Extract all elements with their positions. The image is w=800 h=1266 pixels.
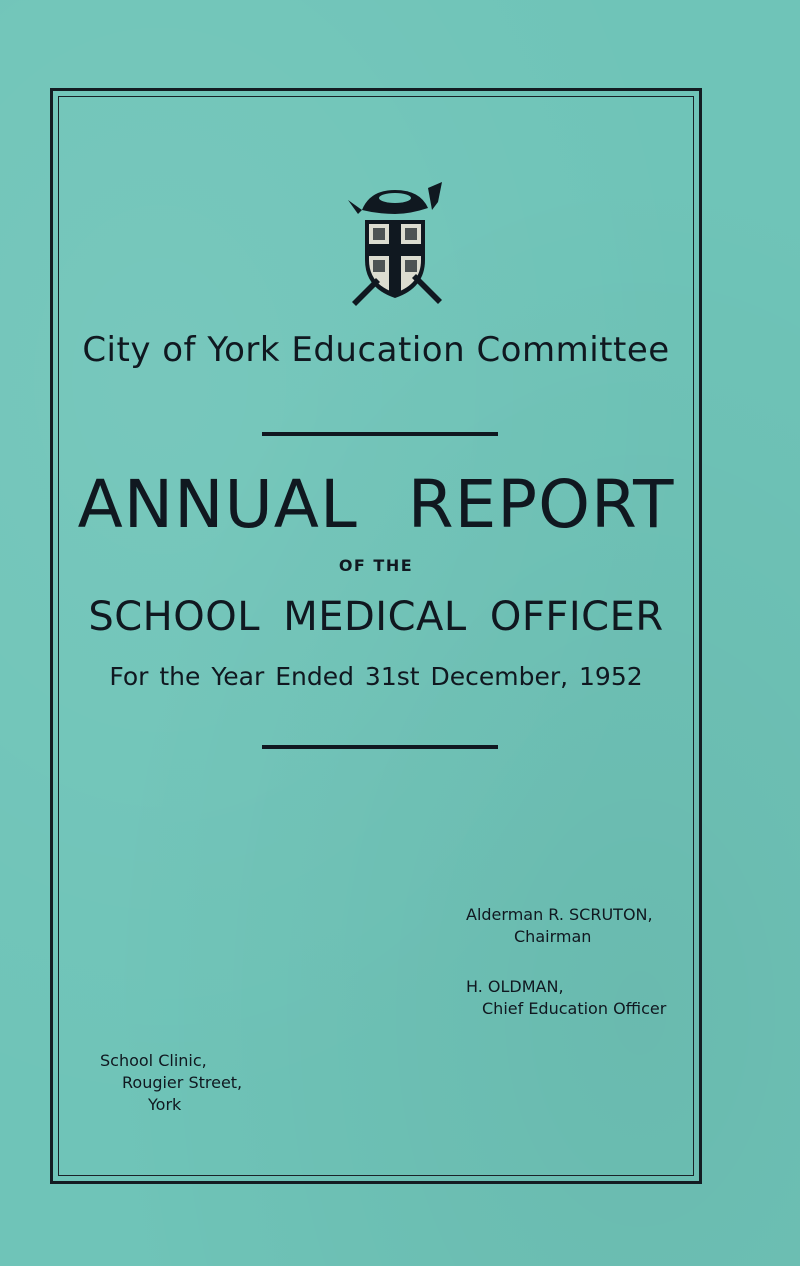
committee-name: City of York Education Committee bbox=[82, 330, 670, 370]
report-period: For the Year Ended 31st December, 1952 bbox=[109, 662, 643, 691]
report-subject: SCHOOL MEDICAL OFFICER bbox=[88, 594, 664, 640]
divider-top bbox=[262, 432, 498, 436]
officer-name: H. OLDMAN, bbox=[466, 977, 564, 996]
chairman-name: Alderman R. SCRUTON, bbox=[466, 905, 653, 924]
report-title: ANNUAL REPORT bbox=[77, 466, 675, 543]
address-line-1: School Clinic, bbox=[100, 1051, 207, 1070]
city-of-york-crest-icon bbox=[340, 180, 450, 310]
address-line-3: York bbox=[148, 1095, 182, 1114]
address-line-2: Rougier Street, bbox=[122, 1073, 243, 1092]
chairman-title: Chairman bbox=[514, 927, 592, 946]
officer-title: Chief Education Officer bbox=[482, 999, 667, 1018]
divider-bottom bbox=[262, 745, 498, 749]
report-of-the: OF THE bbox=[338, 556, 414, 575]
